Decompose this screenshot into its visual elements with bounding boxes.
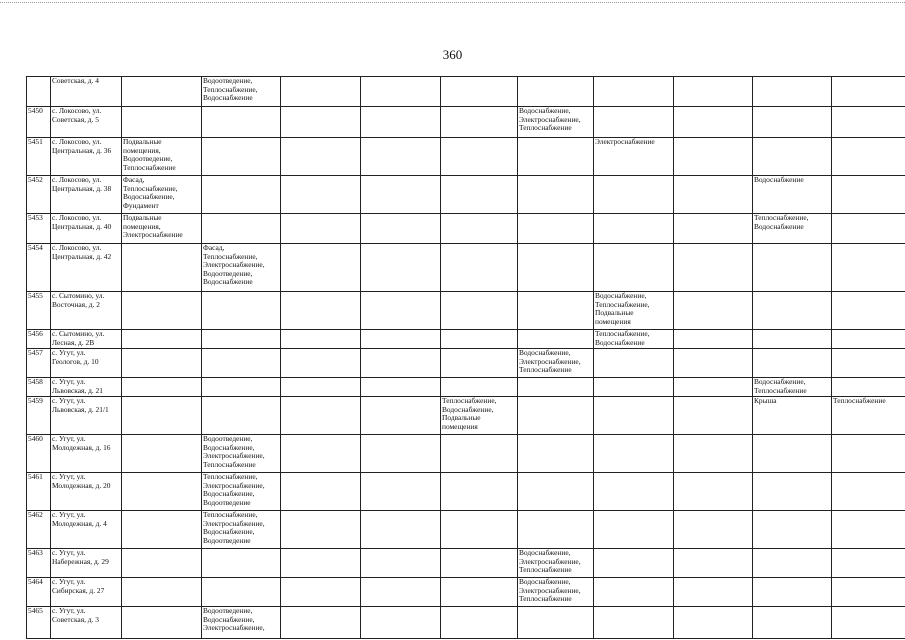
work-cell: Подвальные помещения, Водоотведение, Теплоснабжение	[122, 138, 202, 176]
work-cell	[674, 214, 753, 244]
address-cell: с. Локосово, ул. Центральная, д. 38	[51, 176, 122, 214]
work-cell	[832, 244, 905, 292]
work-cell	[441, 244, 518, 292]
work-cell	[594, 176, 674, 214]
work-cell	[122, 607, 202, 639]
works-table	[26, 76, 905, 639]
work-cell	[753, 77, 832, 107]
work-cell	[361, 176, 441, 214]
work-cell	[281, 330, 361, 349]
work-cell	[753, 349, 832, 378]
work-cell	[441, 176, 518, 214]
work-cell: Теплоснабжение, Электроснабжение, Водоснабжение, Водоотведение	[202, 511, 281, 549]
row-number-cell: 5456	[27, 330, 51, 349]
work-cell	[753, 107, 832, 138]
scan-top-edge	[0, 2, 905, 3]
work-cell	[832, 435, 905, 473]
work-cell	[281, 607, 361, 639]
row-number-cell: 5451	[27, 138, 51, 176]
work-cell: Водоснабжение, Теплоснабжение	[753, 378, 832, 397]
work-cell	[518, 607, 594, 639]
work-cell	[674, 578, 753, 607]
work-cell: Водоотведение, Водоснабжение, Электроснабжение,	[202, 607, 281, 639]
work-cell	[202, 107, 281, 138]
work-cell	[674, 107, 753, 138]
work-cell	[202, 330, 281, 349]
row-number-cell: 5464	[27, 578, 51, 607]
row-number-cell: 5460	[27, 435, 51, 473]
work-cell	[281, 349, 361, 378]
row-number-cell: 5458	[27, 378, 51, 397]
work-cell	[594, 435, 674, 473]
work-cell: Фасад, Теплоснабжение, Водоснабжение, Фундамент	[122, 176, 202, 214]
work-cell	[674, 77, 753, 107]
work-cell	[753, 578, 832, 607]
work-cell	[281, 511, 361, 549]
work-cell	[674, 607, 753, 639]
work-cell	[361, 397, 441, 435]
work-cell	[518, 435, 594, 473]
address-cell: с. Угут, ул. Советская, д. 3	[51, 607, 122, 639]
table-row	[27, 435, 905, 473]
work-cell	[281, 244, 361, 292]
work-cell	[281, 176, 361, 214]
work-cell	[441, 214, 518, 244]
row-number-cell: 5459	[27, 397, 51, 435]
work-cell	[518, 244, 594, 292]
table-row	[27, 378, 905, 397]
work-cell	[122, 473, 202, 511]
table-row	[27, 77, 905, 107]
work-cell: Водоотведение, Водоснабжение, Электроснабжение, Теплоснабжение	[202, 435, 281, 473]
work-cell	[594, 607, 674, 639]
address-cell: с. Угут, ул. Львовская, д. 21/1	[51, 397, 122, 435]
address-cell: с. Локосово, ул. Центральная, д. 40	[51, 214, 122, 244]
work-cell	[122, 292, 202, 330]
work-cell	[202, 578, 281, 607]
work-cell	[122, 511, 202, 549]
work-cell	[202, 378, 281, 397]
work-cell	[281, 473, 361, 511]
work-cell	[594, 107, 674, 138]
table-row	[27, 607, 905, 639]
work-cell	[202, 214, 281, 244]
work-cell	[122, 378, 202, 397]
work-cell	[441, 292, 518, 330]
work-cell	[594, 378, 674, 397]
work-cell	[594, 473, 674, 511]
work-cell	[832, 607, 905, 639]
work-cell: Водоснабжение, Электроснабжение, Теплоснабжение	[518, 578, 594, 607]
work-cell	[441, 473, 518, 511]
work-cell	[361, 330, 441, 349]
work-cell	[594, 77, 674, 107]
address-cell: с. Локосово, ул. Центральная, д. 42	[51, 244, 122, 292]
work-cell	[832, 77, 905, 107]
work-cell	[122, 77, 202, 107]
work-cell	[753, 511, 832, 549]
address-cell: с. Угут, ул. Молодежная, д. 4	[51, 511, 122, 549]
work-cell	[594, 511, 674, 549]
work-cell	[361, 349, 441, 378]
work-cell	[674, 330, 753, 349]
work-cell	[122, 330, 202, 349]
work-cell	[281, 378, 361, 397]
work-cell	[832, 349, 905, 378]
address-cell: с. Локосово, ул. Центральная, д. 36	[51, 138, 122, 176]
work-cell	[122, 549, 202, 578]
row-number-cell: 5455	[27, 292, 51, 330]
work-cell	[832, 330, 905, 349]
work-cell	[832, 473, 905, 511]
address-cell: с. Локосово, ул. Советская, д. 5	[51, 107, 122, 138]
work-cell	[361, 435, 441, 473]
work-cell	[753, 330, 832, 349]
work-cell	[281, 292, 361, 330]
work-cell	[361, 214, 441, 244]
work-cell	[122, 107, 202, 138]
work-cell	[832, 138, 905, 176]
work-cell	[674, 138, 753, 176]
work-cell	[674, 244, 753, 292]
work-cell	[202, 176, 281, 214]
work-cell	[361, 607, 441, 639]
work-cell	[594, 214, 674, 244]
work-cell	[441, 607, 518, 639]
table-row	[27, 244, 905, 292]
row-number-cell: 5461	[27, 473, 51, 511]
work-cell: Крыша	[753, 397, 832, 435]
work-cell: Водоснабжение	[753, 176, 832, 214]
work-cell	[518, 473, 594, 511]
work-cell	[753, 292, 832, 330]
work-cell	[202, 397, 281, 435]
work-cell	[832, 378, 905, 397]
work-cell: Водоотведение, Теплоснабжение, Водоснабжение	[202, 77, 281, 107]
work-cell	[674, 349, 753, 378]
work-cell	[674, 292, 753, 330]
work-cell	[518, 176, 594, 214]
work-cell	[441, 77, 518, 107]
work-cell	[594, 549, 674, 578]
work-cell	[361, 378, 441, 397]
work-cell	[281, 435, 361, 473]
work-cell	[281, 107, 361, 138]
work-cell	[832, 292, 905, 330]
work-cell	[832, 176, 905, 214]
work-cell: Водоснабжение, Электроснабжение, Теплоснабжение	[518, 107, 594, 138]
work-cell	[518, 292, 594, 330]
work-cell	[518, 378, 594, 397]
row-number-cell: 5463	[27, 549, 51, 578]
address-cell: с. Угут, ул. Львовская, д. 21	[51, 378, 122, 397]
work-cell	[441, 578, 518, 607]
work-cell	[281, 214, 361, 244]
work-cell: Электроснабжение	[594, 138, 674, 176]
work-cell	[441, 511, 518, 549]
work-cell	[361, 77, 441, 107]
address-cell: с. Сытомино, ул. Восточная, д. 2	[51, 292, 122, 330]
work-cell	[674, 473, 753, 511]
work-cell	[202, 292, 281, 330]
row-number-cell: 5462	[27, 511, 51, 549]
table-row	[27, 176, 905, 214]
work-cell	[281, 138, 361, 176]
work-cell: Водоснабжение, Теплоснабжение, Подвальные помещения	[594, 292, 674, 330]
table-row	[27, 511, 905, 549]
address-cell: с. Угут, ул. Молодежная, д. 20	[51, 473, 122, 511]
work-cell	[518, 77, 594, 107]
work-cell	[674, 176, 753, 214]
table-row	[27, 138, 905, 176]
work-cell	[832, 511, 905, 549]
address-cell: с. Угут, ул. Набережная, д. 29	[51, 549, 122, 578]
table-row	[27, 214, 905, 244]
work-cell: Теплоснабжение, Электроснабжение, Водоснабжение, Водоотведение	[202, 473, 281, 511]
work-cell	[281, 397, 361, 435]
row-number-cell: 5450	[27, 107, 51, 138]
work-cell	[753, 244, 832, 292]
work-cell: Теплоснабжение	[832, 397, 905, 435]
work-cell	[674, 397, 753, 435]
work-cell	[441, 349, 518, 378]
work-cell	[202, 549, 281, 578]
work-cell	[122, 435, 202, 473]
work-cell	[594, 578, 674, 607]
work-cell	[281, 549, 361, 578]
work-cell: Фасад, Теплоснабжение, Электроснабжение, Водоотведение, Водоснабжение	[202, 244, 281, 292]
work-cell	[202, 138, 281, 176]
work-cell	[441, 378, 518, 397]
work-cell	[122, 578, 202, 607]
work-cell	[441, 138, 518, 176]
work-cell	[361, 578, 441, 607]
page-number: 360	[442, 47, 463, 62]
work-cell	[122, 397, 202, 435]
work-cell	[594, 349, 674, 378]
work-cell	[753, 549, 832, 578]
work-cell	[361, 549, 441, 578]
work-cell	[441, 435, 518, 473]
work-cell	[594, 244, 674, 292]
work-cell	[361, 244, 441, 292]
table-row	[27, 549, 905, 578]
work-cell	[361, 138, 441, 176]
work-cell	[441, 330, 518, 349]
work-cell: Теплоснабжение, Водоснабжение, Подвальные помещения	[441, 397, 518, 435]
work-cell	[518, 138, 594, 176]
work-cell	[674, 511, 753, 549]
work-cell	[361, 511, 441, 549]
work-cell	[518, 330, 594, 349]
work-cell	[674, 435, 753, 473]
work-cell	[832, 214, 905, 244]
work-cell	[361, 292, 441, 330]
work-cell	[122, 244, 202, 292]
row-number-cell: 5465	[27, 607, 51, 639]
address-cell: Советская, д. 4	[51, 77, 122, 107]
work-cell	[753, 138, 832, 176]
row-number-cell: 5453	[27, 214, 51, 244]
address-cell: с. Угут, ул. Молодежная, д. 16	[51, 435, 122, 473]
work-cell: Водоснабжение, Электроснабжение, Теплоснабжение	[518, 349, 594, 378]
work-cell	[832, 578, 905, 607]
work-cell	[441, 107, 518, 138]
table-row	[27, 107, 905, 138]
work-cell	[674, 549, 753, 578]
work-cell	[832, 549, 905, 578]
row-number-cell: 5454	[27, 244, 51, 292]
work-cell	[832, 107, 905, 138]
work-cell: Теплоснабжение, Водоснабжение	[753, 214, 832, 244]
table-row	[27, 330, 905, 349]
work-cell	[753, 607, 832, 639]
address-cell: с. Угут, ул. Геологов, д. 10	[51, 349, 122, 378]
work-cell	[202, 349, 281, 378]
work-cell	[122, 349, 202, 378]
work-cell: Водоснабжение, Электроснабжение, Теплоснабжение	[518, 549, 594, 578]
work-cell	[361, 107, 441, 138]
work-cell: Подвальные помещения, Электроснабжение	[122, 214, 202, 244]
work-cell	[281, 77, 361, 107]
row-number-cell: 5452	[27, 176, 51, 214]
table-row	[27, 349, 905, 378]
table-row	[27, 397, 905, 435]
work-cell	[753, 473, 832, 511]
work-cell	[361, 473, 441, 511]
row-number-cell	[27, 77, 51, 107]
row-number-cell: 5457	[27, 349, 51, 378]
work-cell	[441, 549, 518, 578]
work-cell	[518, 511, 594, 549]
table-row	[27, 473, 905, 511]
work-cell	[594, 397, 674, 435]
work-cell	[281, 578, 361, 607]
address-cell: с. Сытомино, ул. Лесная, д. 2В	[51, 330, 122, 349]
work-cell	[518, 214, 594, 244]
work-cell	[753, 435, 832, 473]
address-cell: с. Угут, ул. Сибирская, д. 27	[51, 578, 122, 607]
table-row	[27, 578, 905, 607]
work-cell	[518, 397, 594, 435]
work-cell	[674, 378, 753, 397]
work-cell: Теплоснабжение, Водоснабжение	[594, 330, 674, 349]
table-row	[27, 292, 905, 330]
